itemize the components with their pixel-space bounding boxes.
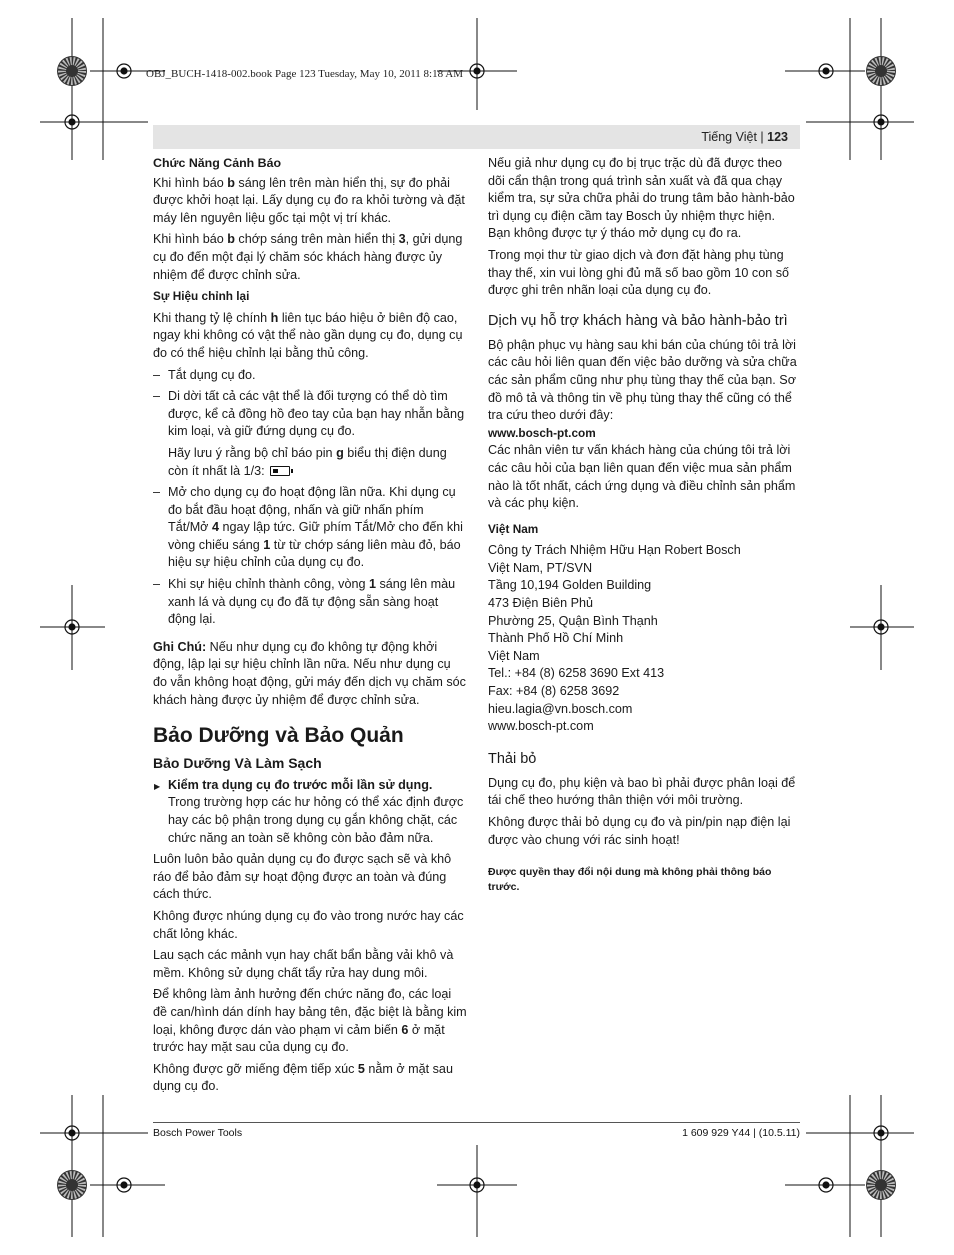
website-link[interactable]: www.bosch-pt.com xyxy=(488,719,594,734)
page-header-bar xyxy=(153,125,800,149)
fax: Fax: +84 (8) 6258 3692 xyxy=(488,684,620,699)
phone: Tel.: +84 (8) 6258 3690 Ext 413 xyxy=(488,666,665,681)
page-header xyxy=(701,130,788,144)
paragraph: Lau sạch các mảnh vụn hay chất bẩn bằng vải khô và mềm. Không sử dụng chất tẩy rửa hay dung môi. xyxy=(153,948,454,980)
heading-cleaning: Bảo Dưỡng Và Làm Sạch xyxy=(153,755,322,772)
heading-vietnam: Việt Nam xyxy=(488,521,539,536)
page-number: 123 xyxy=(767,130,788,144)
email-link[interactable]: hieu.lagia@vn.bosch.com xyxy=(488,701,633,716)
footer-code: 1 609 929 Y44 | (10.5.11) xyxy=(682,1127,800,1139)
heading-disposal: Thải bỏ xyxy=(488,750,537,767)
paragraph: Khi thang tỷ lệ chính h liên tục báo hiệu ở biên độ cao, ngay khi không có vật thể nào gần dụng cụ đo, dụng cụ đo có thể hiệu chỉnh lại bằng thủ công. xyxy=(153,310,463,360)
safety-instruction: ▶ Kiểm tra dụng cụ đo trước mỗi lần sử dụng. Trong trường hợp các hư hỏng có thể xác định được hay các bộ phận trong dụng cụ gắn không chặt, các chức năng an toàn sẽ không còn bảo đảm nữa. xyxy=(153,777,467,847)
footer-divider xyxy=(153,1122,800,1123)
paragraph: Khi hình báo b chớp sáng trên màn hiển thị 3, gửi dụng cụ đo đến một đại lý chăm sóc khách hàng được ủy nhiệm để được chỉnh sửa. xyxy=(153,232,463,282)
address-line: Thành Phố Hồ Chí Minh xyxy=(488,631,624,646)
paragraph: Không được nhúng dụng cụ đo vào trong nước hay các chất lỏng khác. xyxy=(153,908,464,941)
paragraph: Khi hình báo b sáng lên trên màn hiển thị, sự đo phải được khởi hoạt lại. Lấy dụng cụ đo ra khỏi tường và đặt máy lên nguyên liệu gốc tại một vị trí khác. xyxy=(153,175,465,225)
paragraph: Trong mọi thư từ giao dịch và đơn đặt hàng phụ tùng thay thế, xin vui lòng ghi đủ mã số bao gồm 10 con số được ghi trên nhãn loại của dụng cụ đo. xyxy=(488,247,790,298)
book-header: OBJ_BUCH-1418-002.book Page 123 Tuesday, May 10, 2011 8:18 AM xyxy=(146,68,463,80)
note: Ghi Chú: Nếu như dụng cụ đo không tự động khởi động, lập lại sự hiệu chỉnh lần nữa. Nếu như dụng cụ đo vẫn không hoạt động, gửi máy đến dịch vụ chăm sóc khách hàng được ủy nhiệm để được chỉnh sửa. xyxy=(153,639,466,707)
address-line: Công ty Trách Nhiệm Hữu Hạn Robert Bosch xyxy=(488,543,741,558)
paragraph: Bộ phận phục vụ hàng sau khi bán của chúng tôi trả lời các câu hỏi liên quan đến việc bảo dưỡng và sửa chữa các sản phẩm cũng như phụ tùng thay thế của bạn. Sơ đồ mô tả và thông tin về phụ tùng thay thế cũng có thể tra cứu theo dưới đây: xyxy=(488,337,797,423)
change-notice: Được quyền thay đổi nội dung mà không phải thông báo trước. xyxy=(488,866,772,894)
list-item: – Mở cho dụng cụ đo hoạt động lần nữa. Khi dụng cụ đo bắt đầu hoạt động, nhấn và giữ nhấn phím Tắt/Mở 4 ngay lập tức. Giữ phím Tắt/Mở cho đến khi vòng chiếu sáng 1 từ từ chớp sáng liên màu đỏ, báo hiệu sự hiệu chỉnh của dụng cụ đo. xyxy=(153,484,467,572)
list-item-note: Hãy lưu ý rằng bộ chỉ báo pin g biểu thị điện dung còn ít nhất là 1/3: xyxy=(168,445,447,478)
right-column xyxy=(488,155,800,895)
address-line: Việt Nam xyxy=(488,648,540,663)
left-column xyxy=(153,155,467,1100)
footer-brand: Bosch Power Tools xyxy=(153,1127,243,1139)
website-link[interactable]: www.bosch-pt.com xyxy=(488,425,596,440)
address-block xyxy=(488,542,800,736)
heading-recalibration: Sự Hiệu chỉnh lại xyxy=(153,289,250,304)
address-line: 473 Điện Biên Phủ xyxy=(488,596,594,611)
paragraph: Để không làm ảnh hưởng đến chức năng đo, các loại đề can/hình dán dính hay bảng tên, đặc biệt là bằng kim loại, không được dán vào phạm vi cảm biến 6 ở mặt trước hay mặt sau của dụng cụ đo. xyxy=(153,987,467,1055)
battery-icon xyxy=(270,466,290,476)
paragraph: Luôn luôn bảo quản dụng cụ đo được sạch sẽ và khô ráo để bảo đảm sự hoạt động được an toàn và đúng cách thức. xyxy=(153,852,452,902)
address-line: Việt Nam, PT/SVN xyxy=(488,560,593,575)
heading-warning: Chức Năng Cảnh Báo xyxy=(153,156,282,170)
address-line: Phường 25, Quận Bình Thạnh xyxy=(488,613,658,628)
list-item: – Khi sự hiệu chỉnh thành công, vòng 1 sáng lên màu xanh lá và dụng cụ đo đã tự động sẵn sàng hoạt động lại. xyxy=(153,576,467,629)
header-separator: | xyxy=(760,130,764,144)
language-label: Tiếng Việt xyxy=(701,130,757,144)
paragraph: Nếu giả như dụng cụ đo bị trục trặc dù đã được theo dõi cẩn thận trong quá trình sản xuất và đã qua chạy kiểm tra, sự sửa chữa phải do trung tâm bảo hành-bảo trì dụng cụ điện cầm tay Bosch ủy nhiệm thực hiện. Bạn không được tự ý tháo mở dụng cụ đo ra. xyxy=(488,156,795,241)
paragraph: Không được gỡ miếng đệm tiếp xúc 5 nằm ở mặt sau dụng cụ đo. xyxy=(153,1061,453,1094)
list-item: – Tắt dụng cụ đo. xyxy=(153,367,467,385)
paragraph: Các nhân viên tư vấn khách hàng của chúng tôi trả lời các câu hỏi của bạn liên quan đến việc mua sản phẩm nào là tốt nhất, cách ứng dụng và điều chỉnh sản phẩm và các phụ kiện. xyxy=(488,443,796,511)
address-line: Tầng 10,194 Golden Building xyxy=(488,578,652,593)
section-title: Bảo Dưỡng và Bảo Quản xyxy=(153,724,404,748)
paragraph: Không được thải bỏ dụng cụ đo và pin/pin nạp điện lại được vào chung với rác sinh hoạt! xyxy=(488,815,791,847)
list-item: – Di dời tất cả các vật thể là đối tượng có thể dò tìm được, kể cả đồng hồ đeo tay của bạn hay nhẫn bằng kim loại, và giữ đứng dụng cụ đo. xyxy=(153,388,467,441)
heading-service: Dịch vụ hỗ trợ khách hàng và bảo hành-bảo trì xyxy=(488,312,788,329)
paragraph: Dụng cụ đo, phụ kiện và bao bì phải được phân loại để tái chế theo hướng thân thiện với môi trường. xyxy=(488,775,796,808)
